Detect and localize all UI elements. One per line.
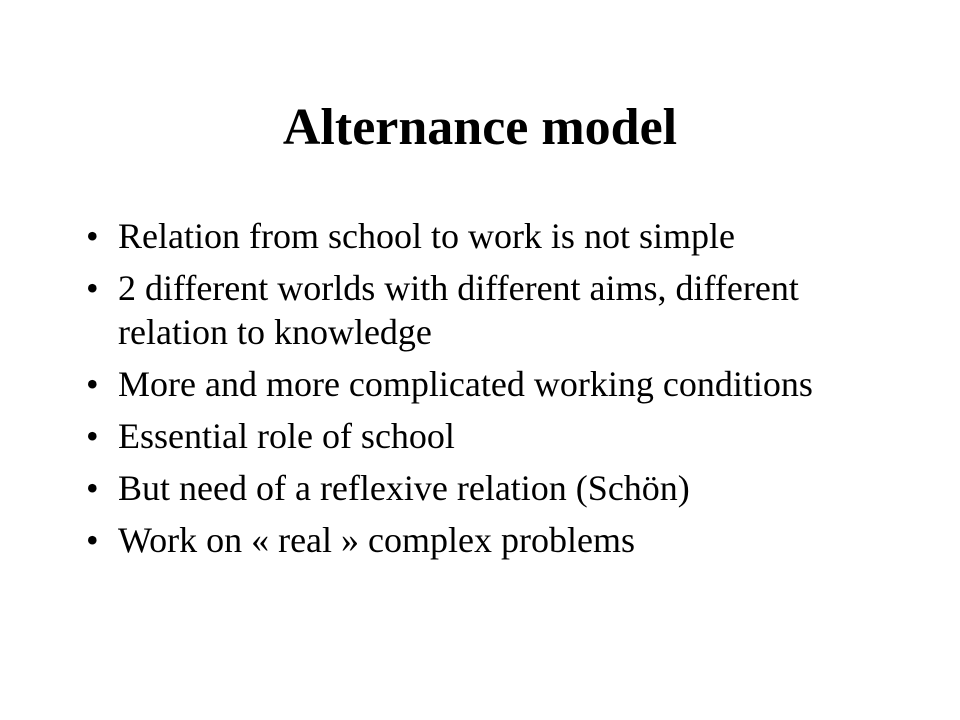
bullet-text: 2 different worlds with different aims, different relation to knowledge: [118, 268, 799, 352]
bullet-item: [86, 414, 906, 458]
bullet-icon: •: [86, 216, 99, 256]
bullet-item: [86, 266, 906, 354]
bullet-item: [86, 466, 906, 510]
bullet-icon: •: [86, 268, 99, 308]
bullet-list: [86, 214, 906, 570]
bullet-text: Relation from school to work is not simple: [118, 216, 735, 256]
bullet-item: [86, 518, 906, 562]
bullet-text: Essential role of school: [118, 416, 455, 456]
bullet-item: [86, 214, 906, 258]
bullet-icon: •: [86, 520, 99, 560]
bullet-text: Work on « real » complex problems: [118, 520, 635, 560]
bullet-item: [86, 362, 906, 406]
bullet-icon: •: [86, 468, 99, 508]
bullet-text: But need of a reflexive relation (Schön): [118, 468, 690, 508]
bullet-icon: •: [86, 364, 99, 404]
bullet-icon: •: [86, 416, 99, 456]
slide-title: Alternance model: [282, 99, 678, 156]
bullet-text: More and more complicated working conditions: [118, 364, 813, 404]
